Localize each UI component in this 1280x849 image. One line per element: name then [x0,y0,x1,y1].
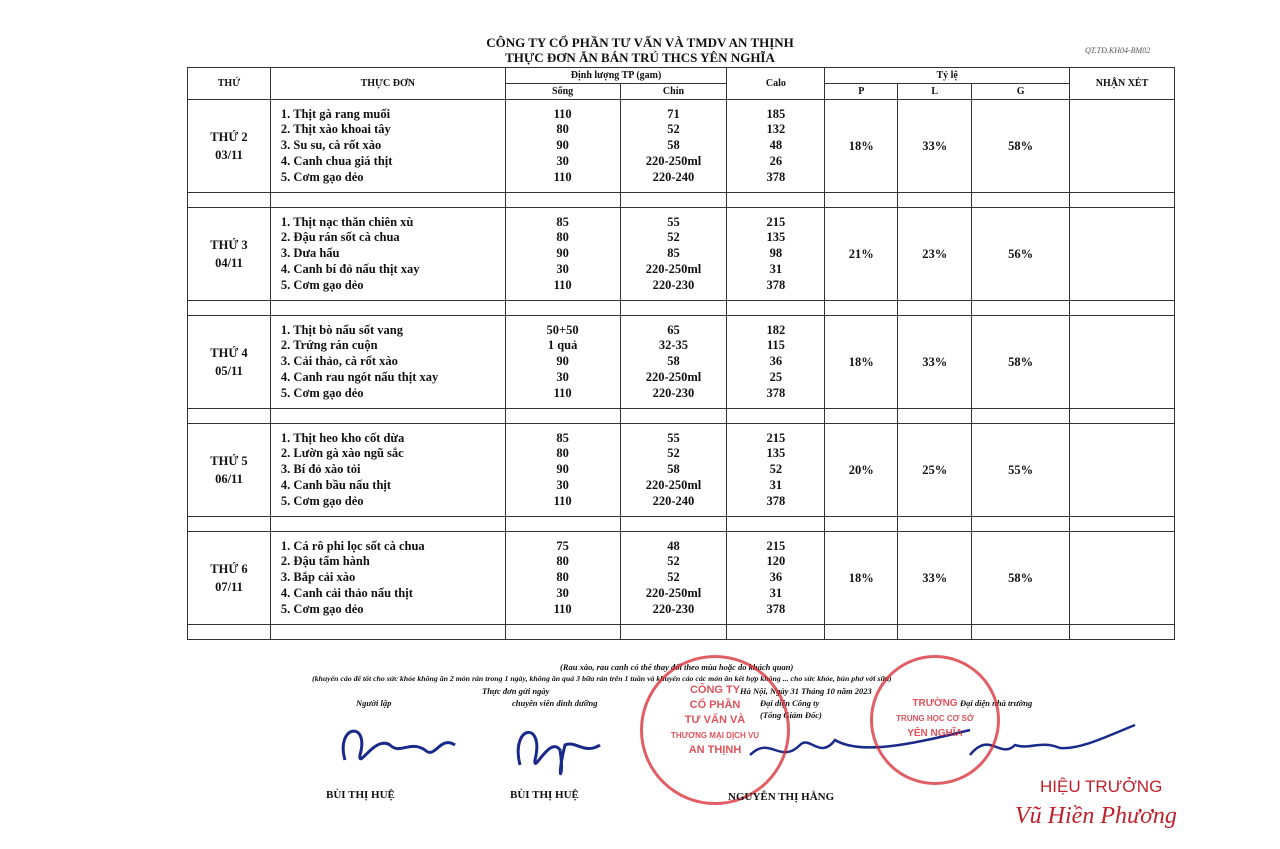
spacer-cell [1070,301,1175,316]
calo-value: 25 [769,369,783,384]
l-ratio: 33% [898,100,972,193]
spacer-row [188,301,1175,316]
calo-value: 132 [766,122,786,137]
menu-item: 4. Canh chua giá thịt [280,153,393,168]
calo-cell [727,316,825,409]
spacer-cell [972,409,1070,424]
spacer-cell [1070,193,1175,208]
day-day: THỨ 2 [210,130,248,144]
preparer-role: Người lập [356,698,392,708]
l-ratio: 33% [898,316,972,409]
spacer-cell [825,409,898,424]
menu-item: 1. Thịt gà rang muối [280,106,391,121]
stamp-line: CÔNG TY [689,684,741,696]
menu-item: 4. Canh rau ngót nấu thịt xay [280,369,439,384]
raw-value: 50+50 [546,322,579,337]
spacer-cell [898,193,972,208]
stamp-line: TRUNG HỌC CƠ SỞ [896,714,974,723]
day-cell [188,100,271,193]
cooked-value: 220-250ml [645,477,702,492]
spacer-cell [620,301,727,316]
spacer-cell [727,193,825,208]
spacer-cell [505,517,620,532]
stamp-line: THƯƠNG MẠI DỊCH VỤ [670,731,760,740]
day-day: THỨ 5 [210,454,248,468]
note-vegetables: (Rau xào, rau canh có thể thay đổi theo mùa hoặc do khách quan) [560,662,794,672]
cooked-cell [620,424,727,517]
calo-value: 135 [766,446,786,461]
spacer-cell [727,301,825,316]
cooked-value: 220-250ml [645,261,702,276]
cooked-value: 48 [667,538,680,553]
header-ratio: Tỷ lệ [825,68,1070,84]
calo-value: 378 [766,385,786,400]
menu-cell [270,424,505,517]
raw-value: 30 [556,585,569,600]
raw-value: 30 [556,369,569,384]
day-date: 05/11 [215,364,243,378]
spacer-cell [620,517,727,532]
raw-value: 110 [553,169,572,184]
l-ratio: 33% [898,532,972,625]
g-ratio: 58% [972,100,1070,193]
day-date: 06/11 [215,472,243,486]
calo-value: 378 [766,169,786,184]
raw-value: 80 [556,554,569,569]
stamp-line: YÊN NGHĨA [907,728,963,739]
day-date: 07/11 [215,580,243,594]
spacer-row [188,625,1175,640]
spacer-cell [620,625,727,640]
p-ratio: 18% [825,100,898,193]
calo-value: 120 [766,554,786,569]
raw-value: 80 [556,122,569,137]
cooked-cell [620,316,727,409]
menu-item: 1. Thịt heo kho cốt dừa [280,430,405,445]
header-quantity: Định lượng TP (gam) [505,68,727,84]
stamp-line: CỔ PHẦN [689,699,741,711]
raw-cell [505,532,620,625]
header-raw: Sống [505,84,620,100]
calo-value: 182 [766,322,786,337]
spacer-cell [1070,517,1175,532]
spacer-cell [505,625,620,640]
cooked-value: 71 [667,106,680,121]
cooked-value: 220-250ml [645,369,702,384]
l-ratio: 23% [898,208,972,301]
cooked-cell [620,208,727,301]
nutrition-role: chuyên viên dinh dưỡng [512,698,598,708]
cooked-value: 220-240 [652,169,695,184]
calo-cell [727,208,825,301]
raw-value: 30 [556,261,569,276]
day-cell [188,208,271,301]
menu-cell [270,532,505,625]
raw-cell [505,424,620,517]
cooked-value: 85 [667,246,680,261]
raw-value: 90 [556,138,569,153]
spacer-cell [505,301,620,316]
menu-item: 3. Su su, cà rốt xào [280,138,382,153]
spacer-cell [188,301,271,316]
calo-value: 31 [769,261,783,276]
raw-value: 30 [556,153,569,168]
raw-value: 1 quả [547,338,578,353]
table-row [188,208,1175,301]
calo-value: 215 [766,430,786,445]
raw-value: 110 [553,277,572,292]
header-comment: NHẬN XÉT [1070,68,1175,100]
cooked-value: 52 [667,554,680,569]
stamp-line: TƯ VẤN VÀ [684,714,746,726]
spacer-cell [188,193,271,208]
spacer-cell [898,301,972,316]
menu-item: 1. Cá rô phi lọc sốt cà chua [280,538,425,553]
menu-cell [270,316,505,409]
spacer-cell [898,517,972,532]
spacer-row [188,409,1175,424]
cooked-value: 55 [667,214,680,229]
day-day: THỨ 4 [210,346,248,360]
raw-value: 75 [556,538,569,553]
stamp-line: TRƯỜNG [912,698,958,709]
day-cell [188,316,271,409]
school-stamp [870,655,1000,785]
spacer-cell [270,301,505,316]
form-code: QT.TĐ.KH04-BM02 [1085,46,1151,55]
spacer-cell [727,517,825,532]
raw-value: 85 [556,430,569,445]
raw-value: 30 [556,477,569,492]
table-row [188,532,1175,625]
comment-cell [1070,424,1175,517]
calo-value: 52 [769,462,783,477]
calo-cell [727,424,825,517]
cooked-cell [620,532,727,625]
cooked-value: 220-230 [652,277,695,292]
raw-cell [505,100,620,193]
menu-item: 4. Canh bí đỏ nấu thịt xay [280,261,420,276]
spacer-cell [898,625,972,640]
spacer-cell [727,409,825,424]
g-ratio: 55% [972,424,1070,517]
preparer-name: BÙI THỊ HUỆ [326,789,395,801]
raw-value: 110 [553,601,572,616]
header-p: P [825,84,898,100]
signature-preparer [330,715,470,775]
cooked-value: 55 [667,430,680,445]
header-day: THỨ [188,68,271,100]
signature-nutritionist [505,715,615,785]
menu-cell [270,100,505,193]
header-g: G [972,84,1070,100]
menu-item: 2. Đậu tẩm hành [280,554,370,569]
menu-item: 3. Bí đỏ xào tỏi [280,462,361,477]
spacer-row [188,193,1175,208]
menu-item: 2. Lườn gà xào ngũ sắc [280,446,404,461]
spacer-cell [620,193,727,208]
spacer-cell [825,517,898,532]
raw-value: 110 [553,106,572,121]
nutritionist-name: BÙI THỊ HUỆ [510,789,579,801]
cooked-value: 58 [667,138,680,153]
company-rep-title: (Tổng Giám Đốc) [760,710,822,720]
spacer-cell [1070,409,1175,424]
calo-value: 378 [766,493,786,508]
menu-item: 2. Thịt xào khoai tây [280,122,391,137]
menu-item: 2. Đậu rán sốt cà chua [280,230,400,245]
menu-item: 5. Cơm gạo dẻo [280,169,364,184]
raw-value: 80 [556,446,569,461]
header-calo: Calo [727,68,825,100]
p-ratio: 18% [825,316,898,409]
calo-value: 36 [769,570,783,585]
calo-value: 26 [769,153,783,168]
calo-value: 31 [769,477,783,492]
raw-value: 90 [556,462,569,477]
spacer-cell [825,193,898,208]
menu-item: 4. Canh cải thảo nấu thịt [280,585,413,600]
menu-item: 3. Cải thảo, cà rốt xào [280,354,398,369]
spacer-cell [825,625,898,640]
note-sent: Thực đơn gửi ngày [482,686,550,696]
spacer-cell [270,517,505,532]
menu-cell [270,208,505,301]
table-row [188,100,1175,193]
principal-title: HIỆU TRƯỞNG [1040,777,1163,796]
calo-value: 36 [769,354,783,369]
cooked-value: 52 [667,570,680,585]
comment-cell [1070,208,1175,301]
menu-item: 3. Dưa hấu [280,246,340,261]
day-day: THỨ 3 [210,238,248,252]
raw-value: 90 [556,246,569,261]
stamp-line: AN THỊNH [688,744,742,756]
header-menu: THỰC ĐƠN [270,68,505,100]
calo-value: 98 [769,246,783,261]
menu-item: 1. Thịt bò nấu sốt vang [280,322,403,337]
l-ratio: 25% [898,424,972,517]
menu-item: 5. Cơm gạo dẻo [280,385,364,400]
document-title: THỰC ĐƠN ĂN BÁN TRÚ THCS YÊN NGHĨA [505,50,775,65]
calo-value: 31 [769,585,783,600]
spacer-cell [1070,625,1175,640]
menu-item: 5. Cơm gạo dẻo [280,493,364,508]
g-ratio: 56% [972,208,1070,301]
comment-cell [1070,100,1175,193]
calo-value: 185 [766,106,786,121]
header-cooked: Chín [620,84,727,100]
director-name: NGUYỄN THỊ HẰNG [728,791,835,803]
spacer-cell [505,193,620,208]
spacer-cell [270,193,505,208]
day-cell [188,424,271,517]
menu-item: 5. Cơm gạo dẻo [280,277,364,292]
p-ratio: 20% [825,424,898,517]
spacer-cell [898,409,972,424]
calo-value: 215 [766,538,786,553]
company-name: CÔNG TY CỔ PHẦN TƯ VẤN VÀ TMDV AN THỊNH [486,35,794,50]
spacer-cell [188,409,271,424]
spacer-row [188,517,1175,532]
calo-value: 378 [766,277,786,292]
spacer-cell [505,409,620,424]
raw-value: 80 [556,570,569,585]
spacer-cell [188,625,271,640]
cooked-value: 220-230 [652,601,695,616]
comment-cell [1070,532,1175,625]
calo-value: 378 [766,601,786,616]
raw-value: 110 [553,493,572,508]
comment-cell [1070,316,1175,409]
spacer-cell [972,193,1070,208]
menu-item: 3. Bắp cải xào [280,570,356,585]
calo-cell [727,100,825,193]
table-row [188,424,1175,517]
spacer-cell [270,625,505,640]
day-date: 03/11 [215,148,243,162]
cooked-value: 52 [667,446,680,461]
table-row [188,316,1175,409]
cooked-value: 220-230 [652,385,695,400]
raw-value: 80 [556,230,569,245]
calo-value: 48 [769,138,783,153]
menu-item: 2. Trứng rán cuộn [280,338,378,353]
day-day: THỨ 6 [210,562,248,576]
company-stamp [640,655,790,805]
company-rep: Đại diện Công ty [760,698,820,708]
spacer-cell [972,625,1070,640]
g-ratio: 58% [972,316,1070,409]
cooked-value: 52 [667,230,680,245]
raw-cell [505,208,620,301]
cooked-value: 52 [667,122,680,137]
spacer-cell [270,409,505,424]
day-cell [188,532,271,625]
header-l: L [898,84,972,100]
cooked-value: 65 [667,322,680,337]
day-date: 04/11 [215,256,243,270]
calo-cell [727,532,825,625]
calo-value: 115 [766,338,785,353]
menu-item: 5. Cơm gạo dẻo [280,601,364,616]
spacer-cell [825,301,898,316]
note-recommendation: (khuyến cáo để tốt cho sức khỏe không ăn 2 món rán trong 1 ngày, không ăn quá 3 bữa rán trên 1 tuần và khuyến cáo các món ăn kết hợp không ... cho sức khỏe, bún phở với sữa) [312,674,892,683]
spacer-cell [188,517,271,532]
cooked-value: 32-35 [658,338,689,353]
spacer-cell [972,517,1070,532]
cooked-value: 220-250ml [645,585,702,600]
cooked-value: 58 [667,354,680,369]
date-line: Hà Nội, Ngày 31 Tháng 10 năm 2023 [740,686,872,696]
menu-table [187,67,1175,640]
p-ratio: 18% [825,532,898,625]
calo-value: 135 [766,230,786,245]
cooked-value: 58 [667,462,680,477]
cooked-value: 220-240 [652,493,695,508]
raw-value: 90 [556,354,569,369]
menu-item: 1. Thịt nạc thăn chiên xù [280,214,414,229]
raw-value: 85 [556,214,569,229]
cooked-value: 220-250ml [645,153,702,168]
g-ratio: 58% [972,532,1070,625]
cooked-cell [620,100,727,193]
calo-value: 215 [766,214,786,229]
raw-cell [505,316,620,409]
principal-name: Vũ Hiền Phương [1015,803,1177,829]
menu-item: 4. Canh bầu nấu thịt [280,477,392,492]
raw-value: 110 [553,385,572,400]
spacer-cell [620,409,727,424]
spacer-cell [727,625,825,640]
spacer-cell [972,301,1070,316]
p-ratio: 21% [825,208,898,301]
school-rep: Đại diện nhà trường [960,698,1033,708]
